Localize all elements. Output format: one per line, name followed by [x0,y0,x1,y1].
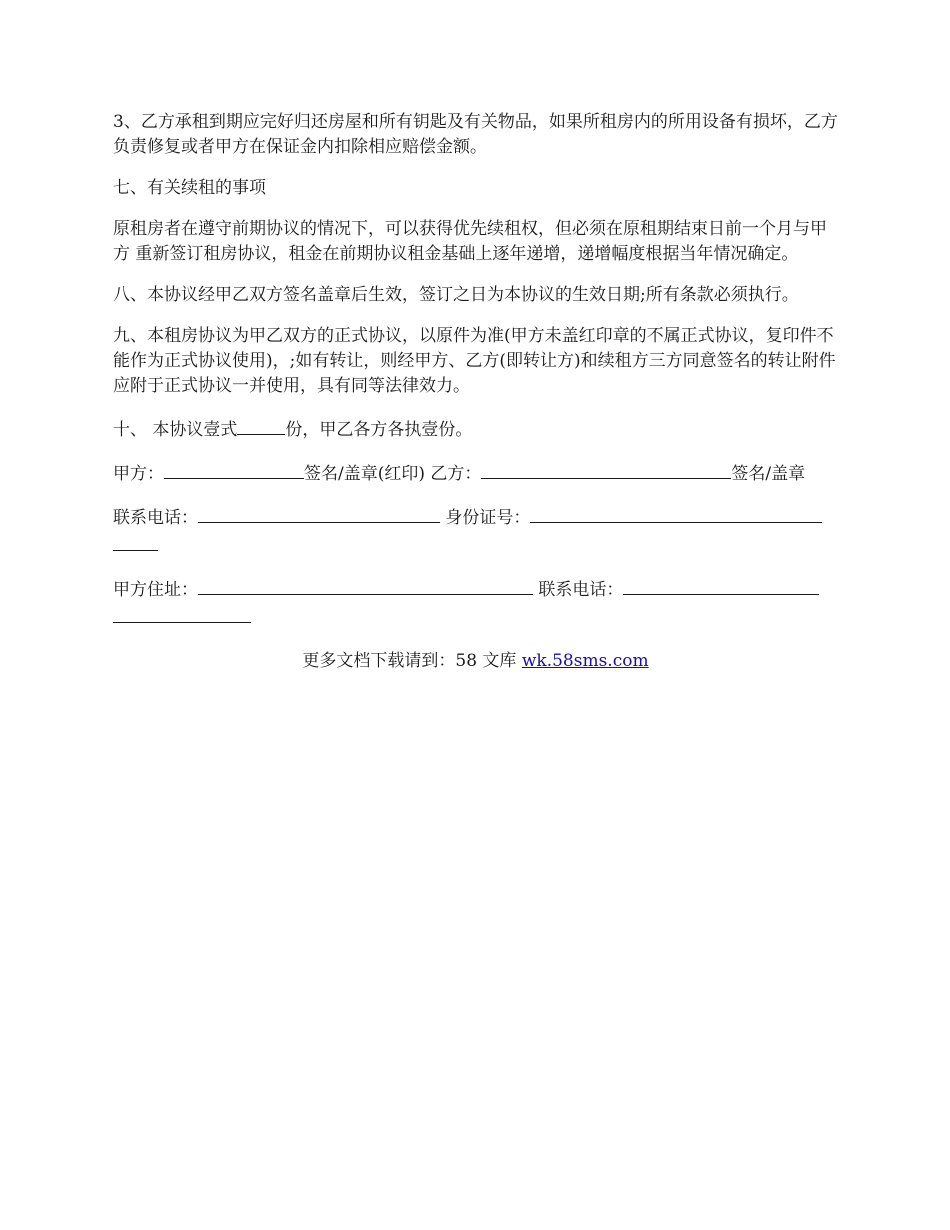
contact-phone-field [113,508,440,528]
id-blank [530,503,822,523]
phone-blank [198,503,440,523]
party-a-sign-label: 签名/盖章(红印) [304,464,425,484]
address-phone-blank [623,575,819,595]
footer-text: 更多文档下载请到：58 文库 [302,651,522,671]
section-10 [113,415,838,443]
address-blank [198,575,533,595]
address-phone-label: 联系电话： [538,580,624,600]
section-8: 八、本协议经甲乙双方签名盖章后生效，签订之日为本协议的生效日期;所有条款必须执行。 [113,285,799,305]
address-row [113,575,838,631]
address-phone-blank-continued [113,603,251,623]
address-label: 甲方住址： [113,580,198,600]
footer-link[interactable]: wk.58sms.com [521,651,649,671]
footer [113,649,838,674]
section-9: 九、本租房协议为甲乙双方的正式协议，以原件为准(甲方未盖红印章的不属正式协议，复印件不能作为正式协议使用)，;如有转让，则经甲方、乙方(即转让方)和续租方三方同意签名的转让附件应附于正式协议一并使用，具有同等法律效力。 [113,326,836,396]
id-blank-continued [113,531,158,551]
party-a-label: 甲方： [113,464,164,484]
clause-3: 3、乙方承租到期应完好归还房屋和所有钥匙及有关物品，如果所租房内的所用设备有损坏，乙方负责修复或者甲方在保证金内扣除相应赔偿金额。 [113,112,838,157]
contact-row [113,503,838,559]
id-number-field [445,508,822,528]
id-label: 身份证号： [445,508,531,528]
document-body [113,110,838,674]
section-7-body: 原租房者在遵守前期协议的情况下，可以获得优先续租权，但必须在原租期结束日前一个月与甲方 重新签订租房协议，租金在前期协议租金基础上逐年递增，递增幅度根据当年情况确定。 [113,219,827,264]
party-b-sign-label: 签名/盖章 [731,464,806,484]
copies-blank [237,415,285,435]
signature-row [113,459,838,487]
address-phone-field [538,580,819,600]
phone-label: 联系电话： [113,508,198,528]
address-field [113,580,533,600]
section-7-heading: 七、有关续租的事项 [113,178,266,198]
section-10-before: 十、 本协议壹式 [113,420,238,440]
section-10-after: 份，甲乙各方各执壹份。 [285,420,473,440]
party-b-label: 乙方： [430,464,482,484]
party-a-blank [164,459,304,479]
party-b-blank [481,459,731,479]
